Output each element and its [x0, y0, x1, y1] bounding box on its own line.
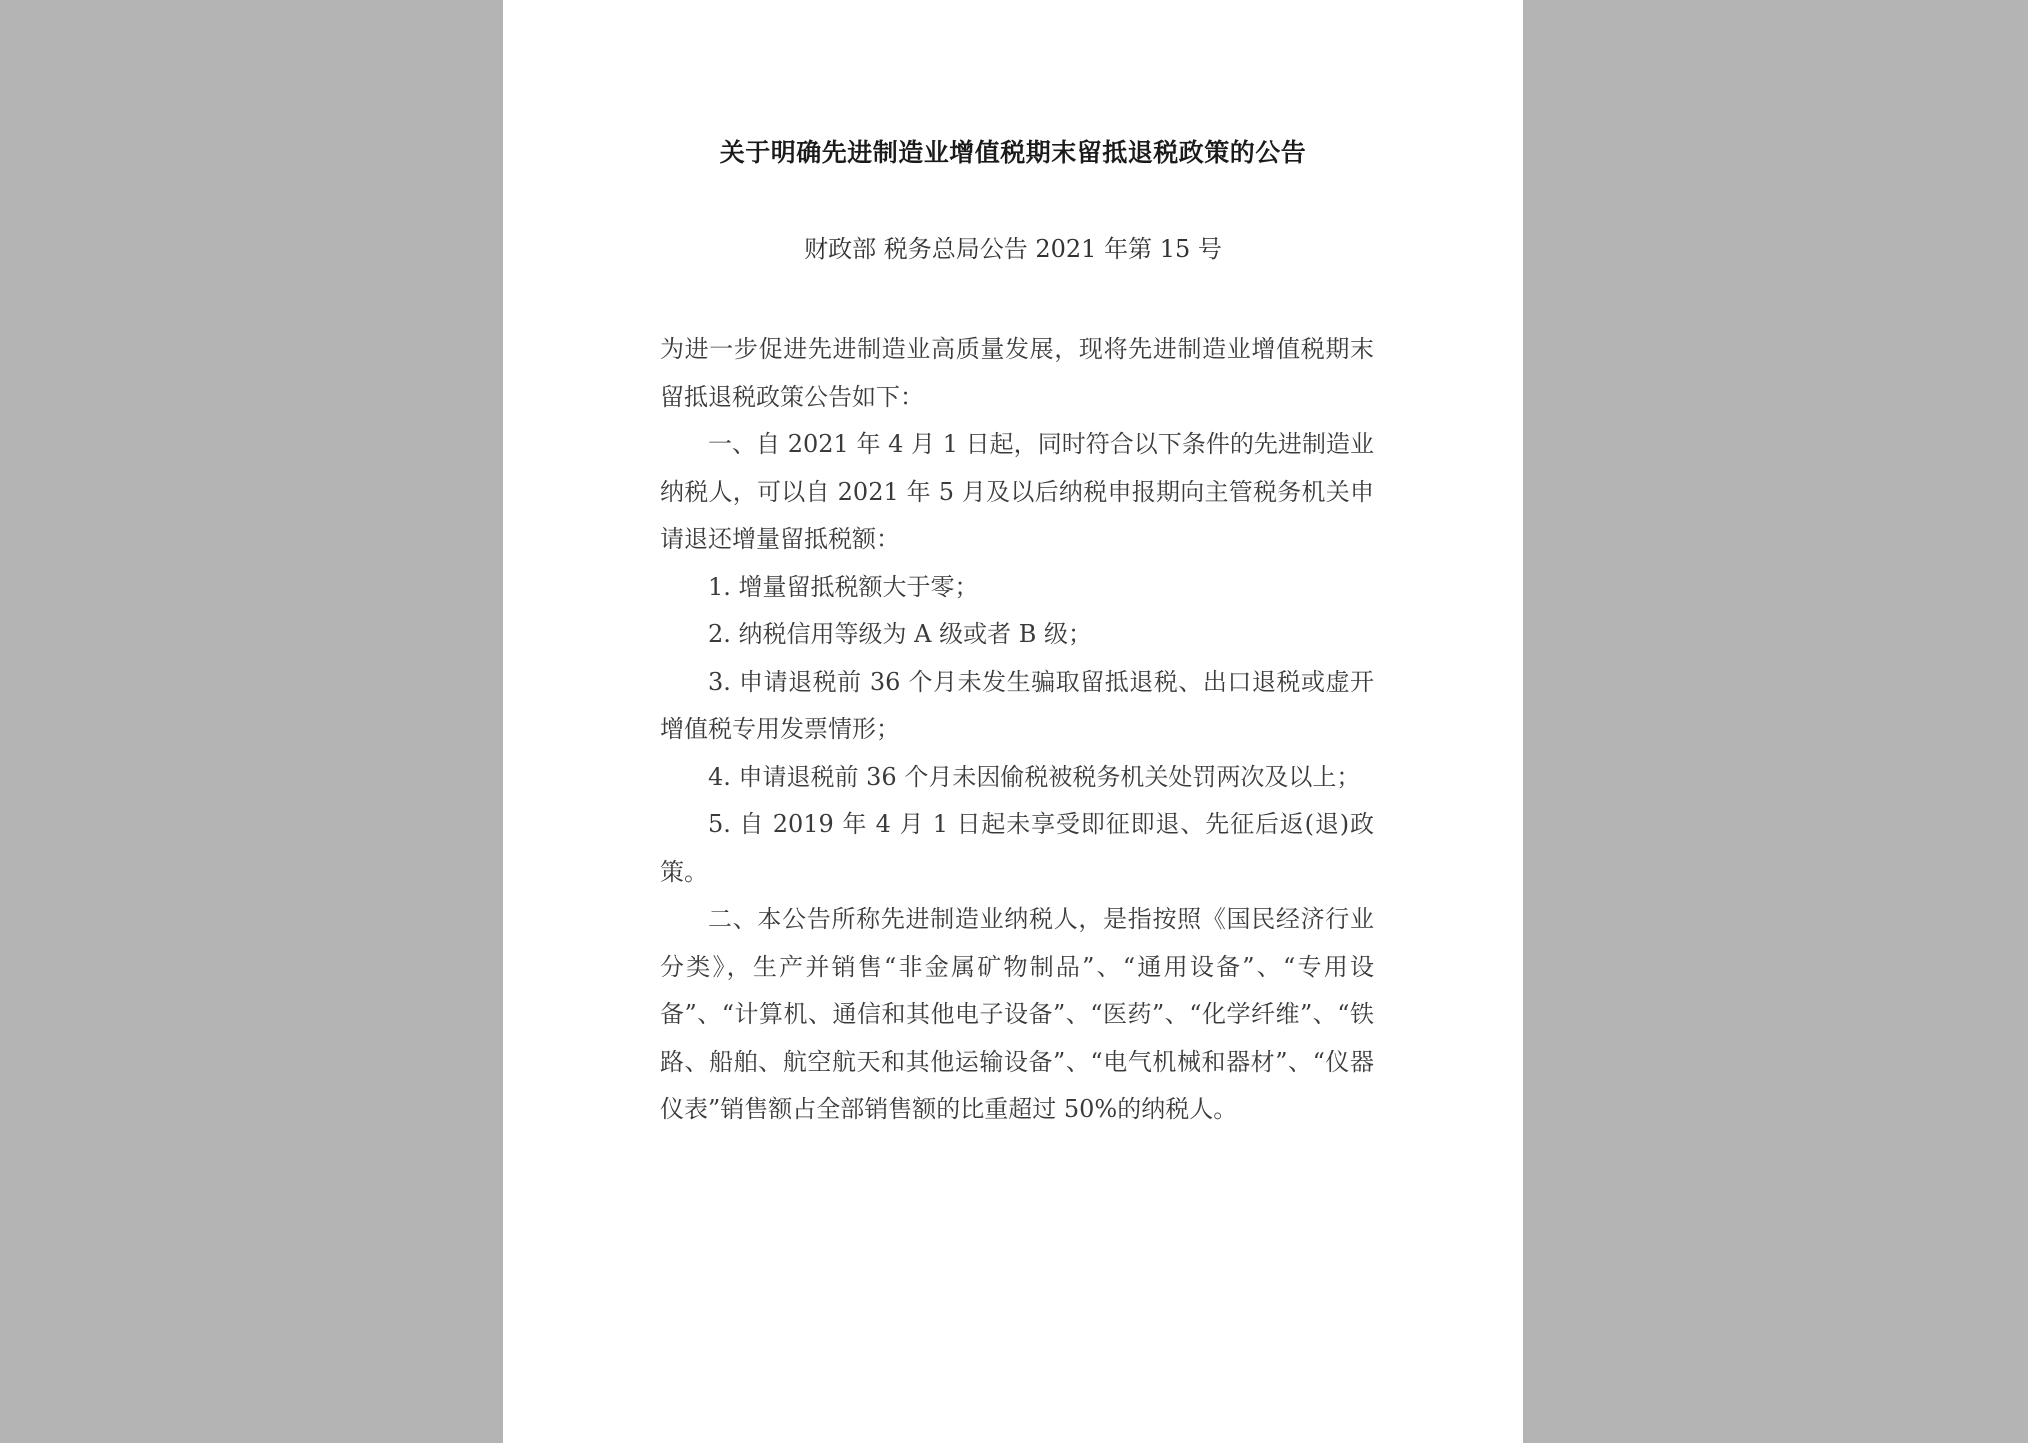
document-page	[503, 0, 1523, 1443]
paragraph-condition-3: 3. 申请退税前 36 个月未发生骗取留抵退税、出口退税或虚开增值税专用发票情形；	[660, 667, 1374, 743]
paragraph-intro: 为进一步促进先进制造业高质量发展，现将先进制造业增值税期末留抵退税政策公告如下：	[660, 335, 1374, 411]
document-subtitle: 财政部 税务总局公告 2021 年第 15 号	[804, 235, 1222, 263]
paragraph-condition-1: 1. 增量留抵税额大于零；	[708, 572, 979, 601]
paragraph-condition-2: 2. 纳税信用等级为 A 级或者 B 级；	[708, 620, 1093, 648]
paragraph-section-1: 一、自 2021 年 4 月 1 日起，同时符合以下条件的先进制造业纳税人，可以自 2021 年 5 月及以后纳税申报期向主管税务机关申请退还增量留抵税额：	[660, 430, 1374, 553]
paragraph-condition-5: 5. 自 2019 年 4 月 1 日起未享受即征即退、先征后返(退)政策。	[660, 810, 1374, 886]
paragraph-section-2: 二、本公告所称先进制造业纳税人，是指按照《国民经济行业分类》，生产并销售“非金属矿物制品”、“通用设备”、“专用设备”、“计算机、通信和其他电子设备”、“医药”、“化学纤维”、“铁路、船舶、航空航天和其他运输设备”、“电气机械和器材”、“仪器仪表”销售额占全部销售额的比重超过 50%的纳税人。	[660, 905, 1374, 1123]
paragraph-condition-4: 4. 申请退税前 36 个月未因偷税被税务机关处罚两次及以上；	[708, 762, 1361, 791]
document-title: 关于明确先进制造业增值税期末留抵退税政策的公告	[719, 138, 1307, 167]
document-body	[660, 326, 1374, 1134]
